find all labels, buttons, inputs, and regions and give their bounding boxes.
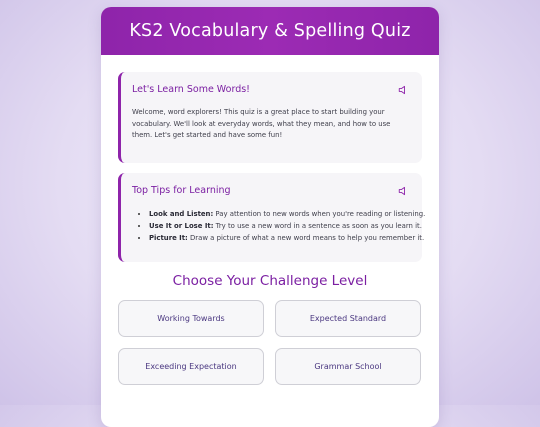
tip-label: Use It or Lose It:	[149, 222, 214, 231]
welcome-title: Let's Learn Some Words!	[132, 84, 250, 95]
tip-item	[149, 232, 425, 244]
quiz-header	[101, 7, 439, 55]
welcome-text: Welcome, word explorers! This quiz is a great place to start building your vocabulary. We'll look at everyday words, what they mean, and how to use them. Let's get started and have some fun!	[132, 108, 391, 139]
tip-item	[149, 208, 426, 220]
level-grid	[118, 300, 422, 385]
level-exceeding-expectation-button[interactable]: Exceeding Expectation	[118, 348, 264, 385]
tip-text: Try to use a new word in a sentence as soon as you learn it.	[213, 222, 422, 231]
page-title: KS2 Vocabulary & Spelling Quiz	[129, 21, 411, 41]
welcome-panel-header	[132, 81, 408, 99]
tip-label: Look and Listen:	[149, 210, 214, 218]
tip-item	[149, 220, 422, 232]
level-grammar-school-button[interactable]: Grammar School	[275, 348, 421, 385]
tips-list	[132, 208, 426, 245]
tips-title: Top Tips for Learning	[132, 185, 231, 196]
tip-text: Pay attention to new words when you're reading or listening.	[213, 210, 426, 218]
level-working-towards-button[interactable]: Working Towards	[118, 300, 264, 337]
tips-panel-header	[132, 182, 408, 200]
challenge-level-title: Choose Your Challenge Level	[172, 273, 368, 289]
tips-panel	[118, 173, 426, 262]
tip-label: Picture It:	[149, 234, 188, 243]
quiz-content	[101, 55, 439, 385]
speaker-icon[interactable]	[398, 85, 408, 95]
welcome-panel	[118, 72, 422, 163]
level-expected-standard-button[interactable]: Expected Standard	[275, 300, 421, 337]
speaker-icon[interactable]	[398, 186, 408, 196]
quiz-card	[101, 7, 439, 427]
tip-text: Draw a picture of what a new word means to help you remember it.	[187, 234, 425, 243]
